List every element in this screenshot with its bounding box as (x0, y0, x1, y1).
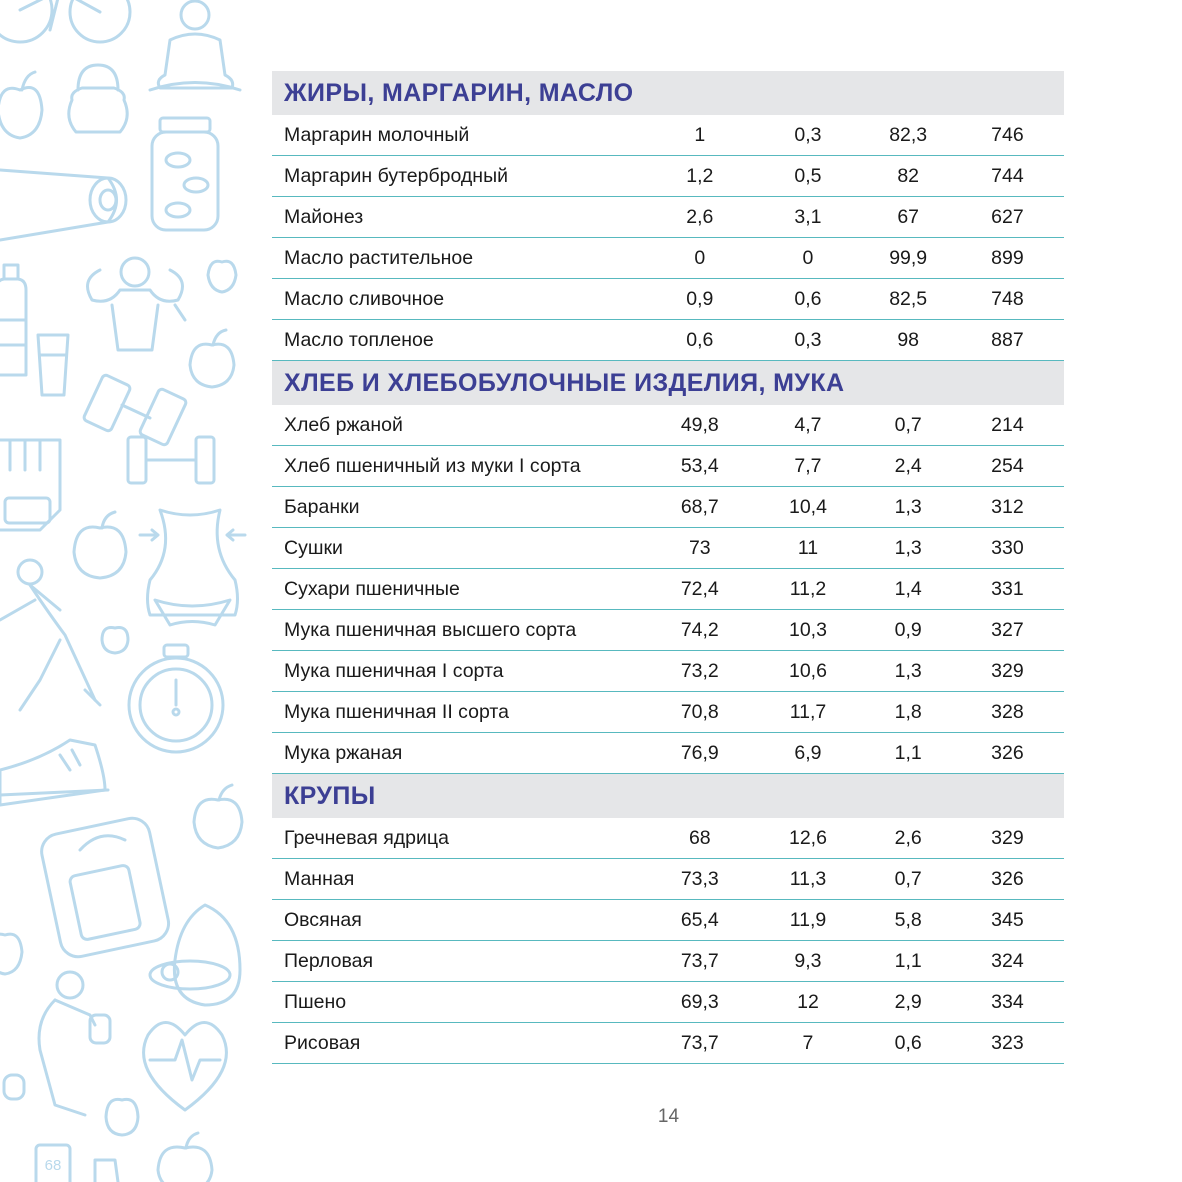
section-header: ХЛЕБ И ХЛЕБОБУЛОЧНЫЕ ИЗДЕЛИЯ, МУКА (272, 361, 1064, 405)
apple-icon (0, 72, 42, 138)
value-cell-1: 76,9 (680, 741, 719, 764)
apple-icon (0, 934, 22, 974)
sneaker-icon (0, 740, 108, 805)
yoga-mat-icon (0, 170, 126, 240)
value-cell-3: 1,4 (894, 577, 922, 600)
value-cell-2: 9,3 (794, 949, 822, 972)
value-cell-1: 0 (694, 246, 706, 269)
product-name: Пшено (284, 990, 347, 1013)
product-name: Мука пшеничная II сорта (284, 700, 509, 723)
value-cell-2: 11,3 (789, 867, 827, 890)
value-cell-4: 329 (991, 826, 1024, 849)
value-cell-2: 4,7 (794, 413, 822, 436)
value-cell-3: 1,3 (894, 536, 922, 559)
table-row (272, 446, 1064, 487)
value-cell-2: 7 (802, 1031, 814, 1054)
table-row (272, 115, 1064, 156)
value-cell-4: 627 (991, 205, 1024, 228)
waist-icon (140, 510, 245, 625)
value-cell-1: 53,4 (680, 454, 719, 477)
product-name: Майонез (284, 205, 364, 228)
section-header: КРУПЫ (272, 774, 1064, 818)
table-row (272, 733, 1064, 774)
value-cell-2: 0,3 (794, 123, 822, 146)
value-cell-1: 73 (688, 536, 711, 559)
weightlifter-icon (4, 972, 110, 1115)
value-cell-3: 98 (897, 328, 920, 351)
value-cell-3: 1,3 (894, 495, 922, 518)
meditation-icon (150, 1, 240, 90)
product-name: Хлеб ржаной (284, 413, 403, 436)
value-cell-1: 73,7 (680, 1031, 719, 1054)
product-name: Маргарин бутербродный (284, 164, 508, 187)
product-name: Масло топленое (284, 328, 434, 351)
value-cell-2: 11 (797, 536, 819, 559)
product-name: Перловая (284, 949, 374, 972)
stopwatch-icon (129, 645, 223, 752)
value-cell-1: 2,6 (686, 205, 714, 228)
glove-icon (0, 440, 60, 530)
scale-display-value: 68 (44, 1157, 62, 1174)
scale-display-icon (36, 1145, 118, 1182)
kettlebell-icon (69, 65, 127, 132)
table-row (272, 1023, 1064, 1064)
value-cell-4: 329 (991, 659, 1024, 682)
value-cell-3: 0,7 (894, 867, 922, 890)
value-cell-4: 327 (991, 618, 1024, 641)
table-row (272, 900, 1064, 941)
product-name: Хлеб пшеничный из муки I сорта (284, 454, 581, 477)
value-cell-1: 73,7 (680, 949, 719, 972)
section-header: ЖИРЫ, МАРГАРИН, МАСЛО (272, 71, 1064, 115)
table-row (272, 238, 1064, 279)
table-row (272, 692, 1064, 733)
product-name: Масло растительное (284, 246, 474, 269)
value-cell-3: 99,9 (889, 246, 928, 269)
dumbbell-icon (83, 374, 214, 483)
product-name: Масло сливочное (284, 287, 445, 310)
value-cell-4: 214 (991, 413, 1024, 436)
value-cell-2: 3,1 (794, 205, 822, 228)
value-cell-4: 330 (991, 536, 1024, 559)
value-cell-1: 0,9 (686, 287, 714, 310)
value-cell-2: 10,3 (788, 618, 827, 641)
value-cell-3: 5,8 (894, 908, 922, 931)
value-cell-2: 12 (797, 990, 819, 1013)
product-name: Мука ржаная (284, 741, 403, 764)
apple-icon (190, 330, 234, 387)
table-row (272, 156, 1064, 197)
value-cell-1: 74,2 (680, 618, 719, 641)
value-cell-2: 11,2 (789, 577, 827, 600)
heart-pulse-icon (144, 1023, 227, 1111)
value-cell-3: 82 (897, 164, 920, 187)
value-cell-4: 345 (991, 908, 1024, 931)
table-row (272, 320, 1064, 361)
value-cell-4: 326 (991, 867, 1024, 890)
value-cell-2: 0,3 (794, 328, 822, 351)
apple-icon (74, 512, 126, 578)
value-cell-1: 49,8 (680, 413, 719, 436)
value-cell-1: 1 (694, 123, 706, 146)
table-row (272, 859, 1064, 900)
apple-icon (194, 785, 242, 848)
value-cell-1: 73,3 (680, 867, 719, 890)
product-name: Маргарин молочный (284, 123, 470, 146)
nutrition-table (272, 71, 1064, 1064)
value-cell-4: 324 (991, 949, 1024, 972)
value-cell-1: 0,6 (686, 328, 714, 351)
value-cell-1: 68 (688, 826, 711, 849)
value-cell-4: 748 (991, 287, 1024, 310)
value-cell-2: 10,6 (788, 659, 827, 682)
pill-jar-icon (152, 118, 218, 230)
value-cell-3: 1,1 (894, 949, 922, 972)
avocado-icon (150, 905, 240, 1005)
value-cell-2: 6,9 (794, 741, 822, 764)
table-row (272, 982, 1064, 1023)
water-bottle-icon (0, 265, 26, 375)
apple-icon (208, 261, 236, 292)
glass-icon (38, 335, 68, 395)
value-cell-4: 328 (991, 700, 1024, 723)
bodybuilder-icon (88, 258, 186, 350)
product-name: Мука пшеничная высшего сорта (284, 618, 577, 641)
runner-icon (0, 560, 100, 710)
value-cell-1: 73,2 (680, 659, 719, 682)
table-row (272, 569, 1064, 610)
table-row (272, 818, 1064, 859)
value-cell-3: 2,6 (894, 826, 922, 849)
value-cell-3: 1,1 (894, 741, 922, 764)
value-cell-1: 1,2 (686, 164, 714, 187)
value-cell-2: 0 (802, 246, 814, 269)
value-cell-4: 331 (991, 577, 1024, 600)
value-cell-1: 69,3 (680, 990, 719, 1013)
value-cell-2: 0,5 (794, 164, 822, 187)
value-cell-3: 2,4 (894, 454, 922, 477)
value-cell-4: 334 (991, 990, 1024, 1013)
product-name: Гречневая ядрица (284, 826, 449, 849)
fitness-icons-decoration (0, 0, 250, 1182)
value-cell-3: 82,3 (889, 123, 928, 146)
product-name: Сушки (284, 536, 343, 559)
value-cell-3: 0,9 (894, 618, 922, 641)
table-row (272, 197, 1064, 238)
product-name: Рисовая (284, 1031, 361, 1054)
value-cell-2: 11,9 (789, 908, 827, 931)
product-name: Овсяная (284, 908, 362, 931)
value-cell-4: 254 (991, 454, 1024, 477)
value-cell-3: 2,9 (894, 990, 922, 1013)
page-number: 14 (657, 1106, 680, 1127)
value-cell-1: 72,4 (680, 577, 719, 600)
value-cell-4: 326 (991, 741, 1024, 764)
apple-icon (102, 628, 128, 654)
apple-icon (158, 1133, 212, 1182)
value-cell-2: 0,6 (794, 287, 822, 310)
product-name: Мука пшеничная I сорта (284, 659, 504, 682)
product-name: Манная (284, 867, 355, 890)
product-name: Баранки (284, 495, 360, 518)
value-cell-4: 312 (991, 495, 1024, 518)
value-cell-1: 65,4 (680, 908, 719, 931)
value-cell-4: 323 (991, 1031, 1024, 1054)
table-row (272, 405, 1064, 446)
table-row (272, 528, 1064, 569)
value-cell-1: 70,8 (680, 700, 719, 723)
table-row (272, 941, 1064, 982)
product-name: Сухари пшеничные (284, 577, 460, 600)
value-cell-2: 10,4 (788, 495, 827, 518)
value-cell-3: 1,3 (894, 659, 922, 682)
value-cell-3: 0,6 (894, 1031, 922, 1054)
value-cell-2: 7,7 (794, 454, 822, 477)
bicycle-icon (0, 0, 130, 42)
table-row (272, 487, 1064, 528)
table-row (272, 651, 1064, 692)
value-cell-1: 68,7 (680, 495, 719, 518)
value-cell-4: 899 (991, 246, 1024, 269)
table-row (272, 279, 1064, 320)
value-cell-2: 12,6 (788, 826, 827, 849)
value-cell-3: 0,7 (894, 413, 922, 436)
value-cell-4: 887 (991, 328, 1024, 351)
table-row (272, 610, 1064, 651)
scale-icon (38, 815, 172, 960)
value-cell-2: 11,7 (789, 700, 827, 723)
value-cell-3: 1,8 (894, 700, 922, 723)
value-cell-4: 744 (991, 164, 1024, 187)
value-cell-4: 746 (991, 123, 1024, 146)
value-cell-3: 67 (897, 205, 920, 228)
value-cell-3: 82,5 (889, 287, 928, 310)
